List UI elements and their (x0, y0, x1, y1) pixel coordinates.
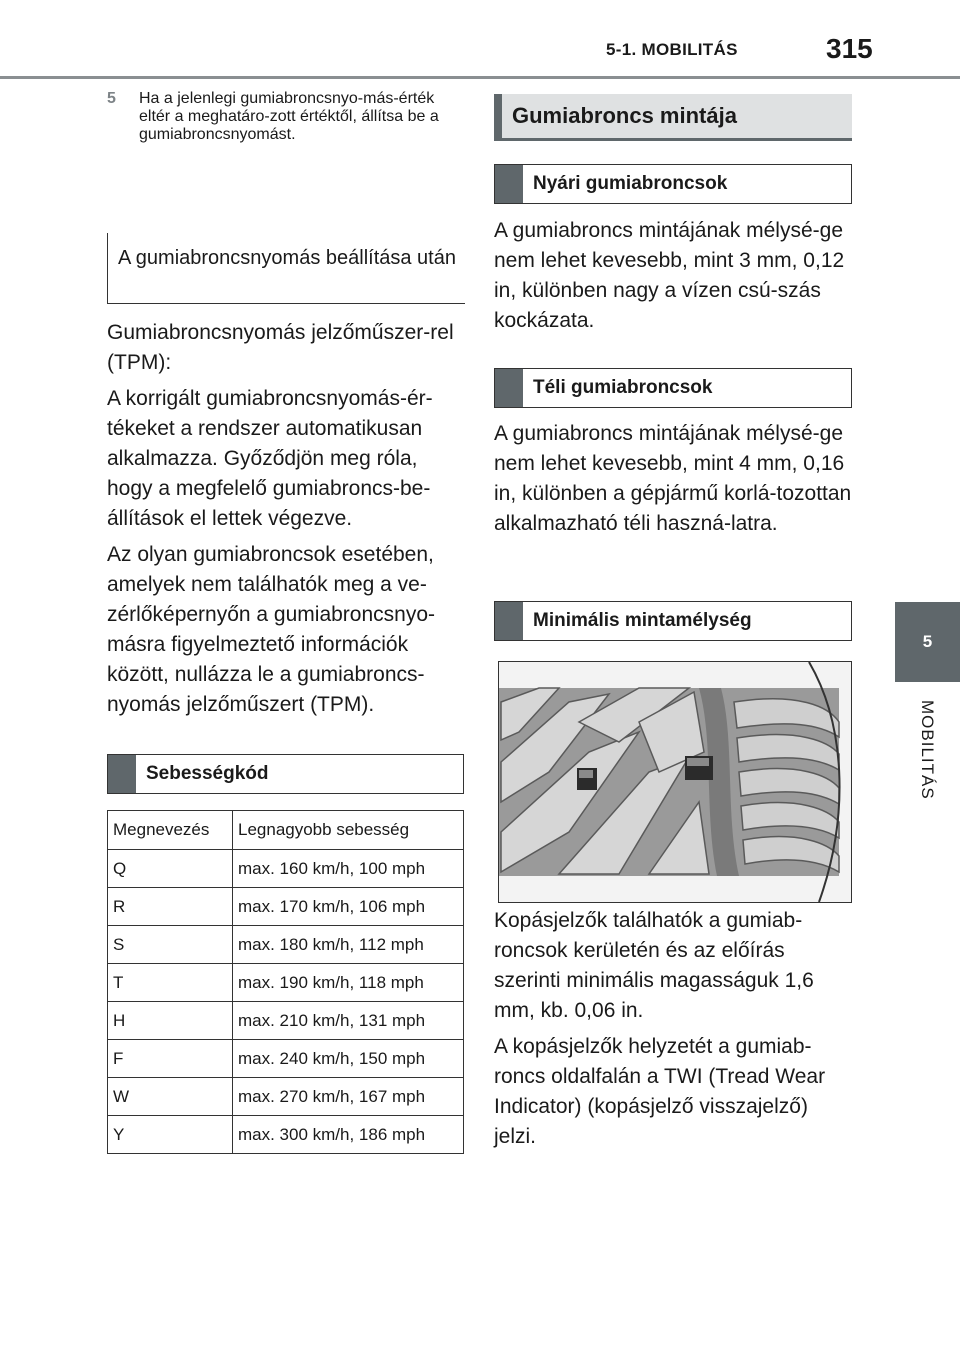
note-title: A gumiabroncsnyomás beállítása után (118, 247, 456, 269)
step-text: Ha a jelenlegi gumiabroncsnyo-más-érték eltér a meghatáro-zott értéktől, állítsa be a gumiabroncsnyomást. (139, 90, 439, 143)
tpm-auto-paragraph: A korrigált gumiabroncsnyomás-ér-tékeket a rendszer automatikusan alkalmazza. Győződjön meg róla, hogy a megfelelő gumiabroncs-be-állítások el lettek végezve. (107, 387, 433, 530)
min-depth-heading (494, 601, 852, 641)
wear-indicator-marker (577, 768, 597, 790)
chapter-number: 5 (922, 632, 933, 651)
table-cell: W (108, 1078, 233, 1116)
winter-tires-paragraph: A gumiabroncs mintájának mélysé-ge nem lehet kevesebb, mint 4 mm, 0,16 in, különben a gépjármű korlá-tozottan alkalmazható téli haszná-latra. (494, 422, 852, 535)
tire-tread-drawing (499, 662, 851, 902)
table-cell: R (108, 888, 233, 926)
table-cell: T (108, 964, 233, 1002)
heading-bar (495, 602, 523, 640)
section-title: 5-1. MOBILITÁS (606, 40, 738, 59)
table-row (108, 964, 464, 1002)
chapter-tab-label: MOBILITÁS (918, 700, 937, 800)
tpm-intro-paragraph: Gumiabroncsnyomás jelzőműszer-rel (TPM): (107, 321, 454, 374)
table-cell: max. 180 km/h, 112 mph (233, 926, 464, 964)
table-cell: max. 190 km/h, 118 mph (233, 964, 464, 1002)
speed-table (107, 810, 464, 1154)
table-cell: S (108, 926, 233, 964)
tread-wear-indicator-illustration (498, 661, 852, 903)
table-cell: Q (108, 850, 233, 888)
table-cell: Y (108, 1116, 233, 1154)
summer-tires-heading-text: Nyári gumiabroncsok (533, 173, 728, 194)
step-number: 5 (107, 90, 116, 107)
table-row (108, 1078, 464, 1116)
page-number: 315 (826, 33, 873, 64)
chapter-tab (895, 602, 960, 682)
note-box (107, 233, 465, 304)
twi-paragraph: A kopásjelzők helyzetét a gumiab-roncs oldalfalán a TWI (Tread Wear Indicator) (kopásjelző visszajelző) jelzi. (494, 1035, 826, 1148)
min-depth-heading-text: Minimális mintamélység (533, 610, 752, 631)
column-header: Megnevezés (108, 811, 233, 850)
heading-bar (495, 369, 523, 407)
table-cell: max. 160 km/h, 100 mph (233, 850, 464, 888)
heading-bar (495, 165, 523, 203)
table-cell: max. 300 km/h, 186 mph (233, 1116, 464, 1154)
table-row (108, 1040, 464, 1078)
table-row (108, 1116, 464, 1154)
tread-pattern-heading-text: Gumiabroncs mintája (512, 103, 737, 128)
speed-code-heading (107, 754, 464, 794)
column-header: Legnagyobb sebesség (233, 811, 464, 850)
table-cell: F (108, 1040, 233, 1078)
tread-pattern-heading (494, 94, 852, 141)
winter-tires-heading (494, 368, 852, 408)
table-row (108, 1002, 464, 1040)
summer-tires-heading (494, 164, 852, 204)
tpm-reset-paragraph: Az olyan gumiabroncsok esetében, amelyek nem találhatók meg a ve-zérlőképernyőn a gumiabroncsnyo-másra figyelmeztető információk között, nullázza le a gumiabroncs-nyomás jelzőműszert (TPM). (107, 543, 436, 716)
table-row (108, 888, 464, 926)
summer-tires-paragraph: A gumiabroncs mintájának mélysé-ge nem lehet kevesebb, mint 3 mm, 0,12 in, különben nagy a vízen csú-szás kockázata. (494, 219, 845, 332)
winter-tires-heading-text: Téli gumiabroncsok (533, 377, 713, 398)
table-row (108, 926, 464, 964)
heading-bar (494, 94, 502, 138)
table-cell: H (108, 1002, 233, 1040)
table-header-row (108, 811, 464, 850)
table-row (108, 850, 464, 888)
wear-indicator-marker (685, 756, 713, 780)
heading-bar (108, 755, 136, 793)
wear-indicator-paragraph: Kopásjelzők találhatók a gumiab-roncsok kerületén és az előírás szerinti minimális magasságuk 1,6 mm, kb. 0,06 in. (494, 909, 814, 1022)
header-divider (0, 76, 960, 79)
table-cell: max. 240 km/h, 150 mph (233, 1040, 464, 1078)
speed-code-heading-text: Sebességkód (146, 763, 269, 784)
table-cell: max. 170 km/h, 106 mph (233, 888, 464, 926)
table-cell: max. 210 km/h, 131 mph (233, 1002, 464, 1040)
table-cell: max. 270 km/h, 167 mph (233, 1078, 464, 1116)
